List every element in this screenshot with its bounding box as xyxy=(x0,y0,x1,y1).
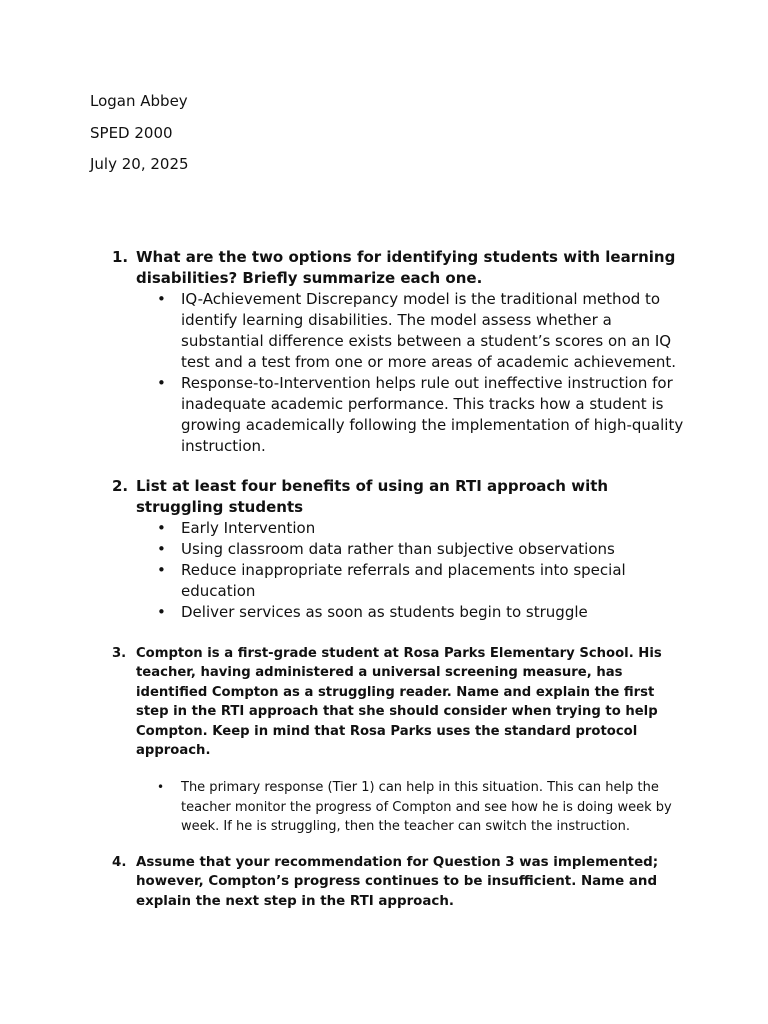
question-3 xyxy=(112,644,692,837)
answer-text: Reduce inappropriate referrals and placements into special education xyxy=(181,561,626,600)
answer-text: IQ-Achievement Discrepancy model is the traditional method to identify learning disabilities. The model assess whether a substantial difference exists between a student’s scores on an IQ test and a test from one or more areas of academic achievement. xyxy=(181,290,677,371)
bullet-icon: • xyxy=(157,561,166,579)
answer-text: Using classroom data rather than subjective observations xyxy=(181,540,615,558)
question-1 xyxy=(112,247,692,457)
question-number: 1. xyxy=(112,248,129,266)
answer-text: Deliver services as soon as students begin to struggle xyxy=(181,603,588,621)
answer-list xyxy=(112,518,692,623)
list-item xyxy=(157,778,692,837)
answer-text: Early Intervention xyxy=(181,519,316,537)
bullet-icon: • xyxy=(157,540,166,558)
answer-list xyxy=(112,289,692,457)
answer-text: The primary response (Tier 1) can help in this situation. This can help the teacher monitor the progress of Compton and see how he is doing week by week. If he is struggling, then the teacher can switch the instruction. xyxy=(181,780,672,835)
course-code: SPED 2000 xyxy=(90,124,173,142)
question-2 xyxy=(112,476,692,623)
bullet-icon: • xyxy=(157,780,165,795)
question-text: Assume that your recommendation for Question 3 was implemented; however, Compton’s progress continues to be insufficient. Name and explain the next step in the RTI approach. xyxy=(136,855,659,909)
question-number: 4. xyxy=(112,855,127,870)
bullet-icon: • xyxy=(157,603,166,621)
question-text: Compton is a first-grade student at Rosa Parks Elementary School. His teacher, having administered a universal screening measure, has identified Compton as a struggling reader. Name and explain the first step in the RTI approach that she should consider when trying to help Compton. Keep in mind that Rosa Parks uses the standard protocol approach. xyxy=(136,646,662,759)
list-item xyxy=(157,539,692,560)
question-4 xyxy=(112,853,692,911)
question-text: List at least four benefits of using an RTI approach with struggling students xyxy=(136,477,609,516)
question-number: 3. xyxy=(112,646,127,661)
list-item xyxy=(157,602,692,623)
bullet-icon: • xyxy=(157,290,166,308)
student-name: Logan Abbey xyxy=(90,92,188,110)
list-item xyxy=(157,560,692,602)
answer-text: Response-to-Intervention helps rule out ineffective instruction for inadequate academic performance. This tracks how a student is growing academically following the implementation of high-quality instruction. xyxy=(181,374,684,455)
list-item xyxy=(157,289,692,373)
question-text: What are the two options for identifying students with learning disabilities? Briefly summarize each one. xyxy=(136,248,676,287)
assignment-date: July 20, 2025 xyxy=(90,155,189,173)
question-number: 2. xyxy=(112,477,129,495)
list-item xyxy=(157,518,692,539)
list-item xyxy=(157,373,692,457)
answer-list xyxy=(112,778,692,837)
bullet-icon: • xyxy=(157,519,166,537)
bullet-icon: • xyxy=(157,374,166,392)
